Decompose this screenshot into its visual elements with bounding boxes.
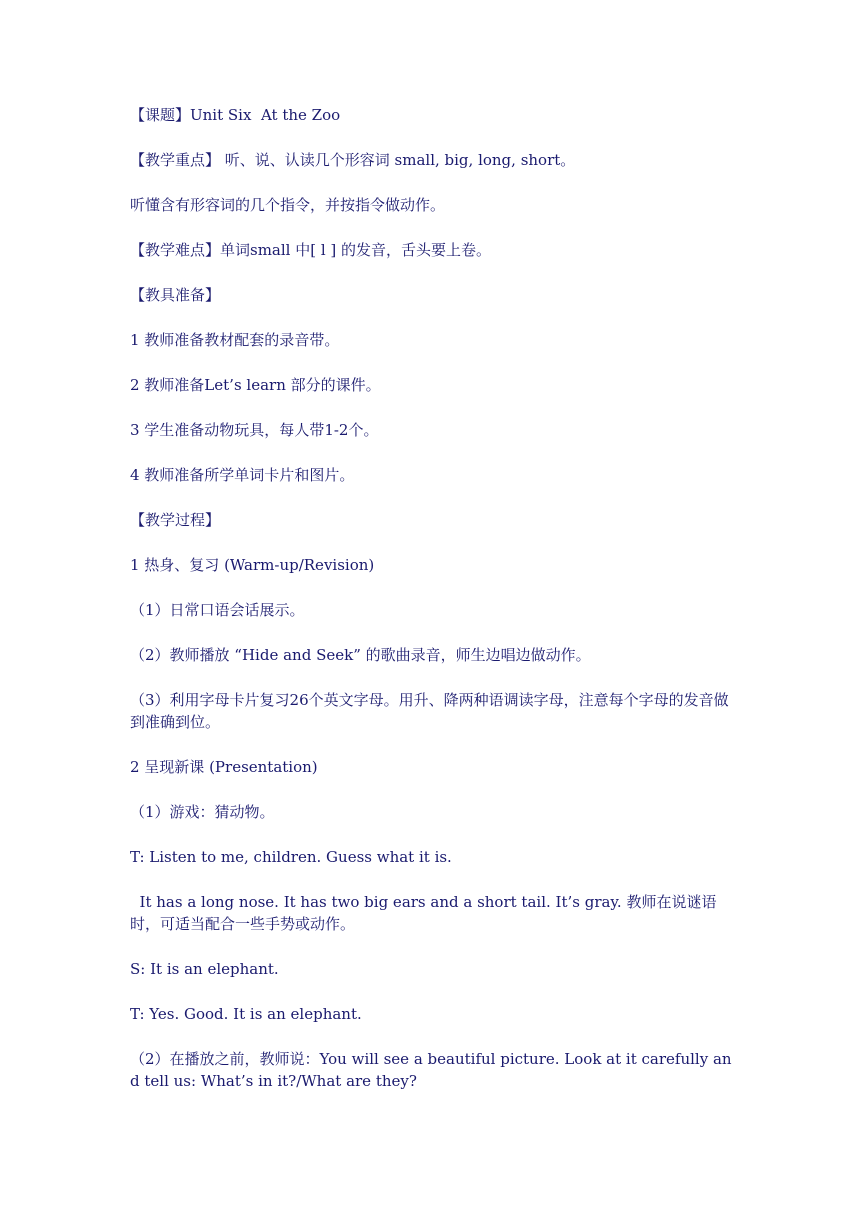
step-2-item-1: （1）游戏：猜动物。: [130, 803, 275, 821]
dialogue-teacher-2: T: Yes. Good. It is an elephant.: [130, 1005, 362, 1023]
lesson-title: 【课题】Unit Six At the Zoo: [130, 106, 341, 124]
materials-item-4: 4 教师准备所学单词卡片和图片。: [130, 466, 355, 484]
materials-item-3: 3 学生准备动物玩具，每人带1-2个。: [130, 421, 379, 439]
key-points-continued: 听懂含有形容词的几个指令，并按指令做动作。: [130, 196, 446, 214]
step-1-item-2: （2）教师播放 “Hide and Seek” 的歌曲录音，师生边唱边做动作。: [130, 646, 591, 664]
key-points: 【教学重点】 听、说、认读几个形容词 small, big, long, short。: [130, 151, 576, 169]
dialogue-riddle: It has a long nose. It has two big ears and a short tail. It’s gray. 教师在说谜语时，可适当配合一些手势或动作。: [130, 893, 717, 933]
step-1-heading: 1 热身、复习 (Warm-up/Revision): [130, 556, 375, 574]
document-body: [130, 104, 740, 1115]
step-1-item-1: （1）日常口语会话展示。: [130, 601, 305, 619]
dialogue-student: S: It is an elephant.: [130, 960, 279, 978]
materials-heading: 【教具准备】: [130, 286, 221, 304]
difficult-points: 【教学难点】单词small 中[ l ] 的发音，舌头要上卷。: [130, 241, 492, 259]
step-2-item-2: （2）在播放之前，教师说：You will see a beautiful picture. Look at it carefully and tell us: What’s in it?/What are they?: [130, 1050, 732, 1090]
step-1-item-3: （3）利用字母卡片复习26个英文字母。用升、降两种语调读字母，注意每个字母的发音做到准确到位。: [130, 691, 729, 731]
process-heading: 【教学过程】: [130, 511, 221, 529]
materials-item-1: 1 教师准备教材配套的录音带。: [130, 331, 340, 349]
dialogue-teacher-1: T: Listen to me, children. Guess what it is.: [130, 848, 452, 866]
step-2-heading: 2 呈现新课 (Presentation): [130, 758, 318, 776]
materials-item-2: 2 教师准备Let’s learn 部分的课件。: [130, 376, 381, 394]
